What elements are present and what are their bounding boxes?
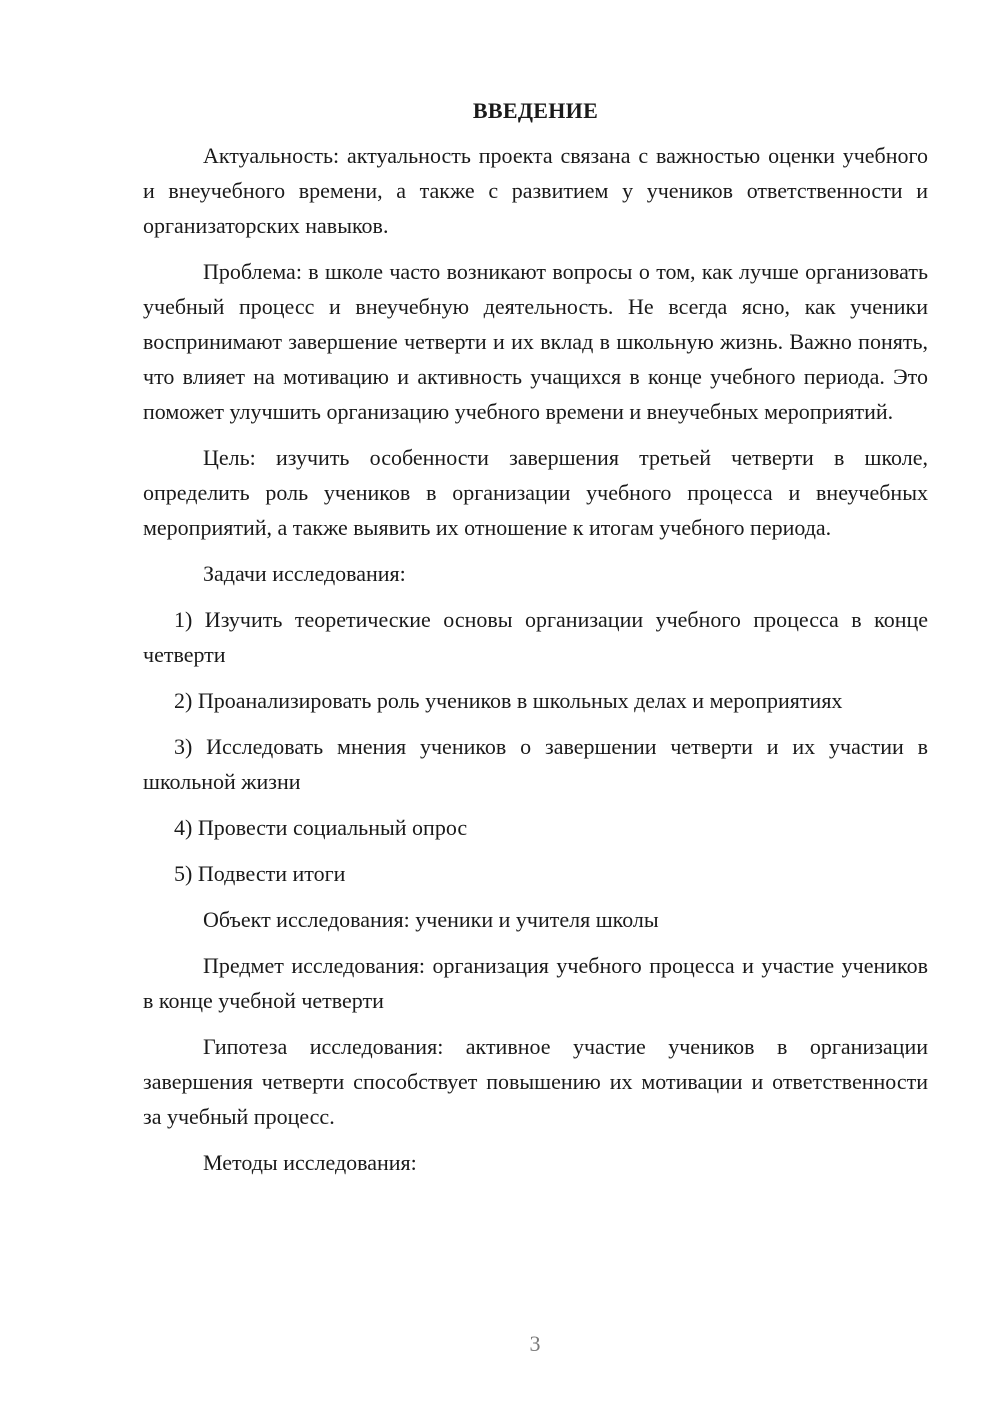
paragraph-goal: Цель: изучить особенности завершения третьей четверти в школе, определить роль учеников в организации учебного процесса и внеучебных мероприятий, а также выявить их отношение к итогам учебного периода. xyxy=(143,445,928,540)
page-content xyxy=(143,96,928,1191)
paragraph-object: Объект исследования: ученики и учителя школы xyxy=(203,907,659,932)
page-number: 3 xyxy=(529,1331,541,1356)
paragraph-relevance: Актуальность: актуальность проекта связана с важностью оценки учебного и внеучебного времени, а также с развитием у учеников ответственности и организаторских навыков. xyxy=(143,143,928,238)
task-item-2: 2) Проанализировать роль учеников в школьных делах и мероприятиях xyxy=(174,688,843,713)
paragraph-problem: Проблема: в школе часто возникают вопросы о том, как лучше организовать учебный процесс и внеучебную деятельность. Не всегда ясно, как ученики воспринимают завершение четверти и их вклад в школьную жизнь. Важно понять, что влияет на мотивацию и активность учащихся в конце учебного периода. Это поможет улучшить организацию учебного времени и внеучебных мероприятий. xyxy=(143,259,928,424)
task-item-4: 4) Провести социальный опрос xyxy=(174,815,468,840)
task-item-3: 3) Исследовать мнения учеников о завершении четверти и их участии в школьной жизни xyxy=(143,734,928,794)
paragraph-hypothesis: Гипотеза исследования: активное участие учеников в организации завершения четверти способствует повышению их мотивации и ответственности за учебный процесс. xyxy=(143,1034,928,1129)
tasks-heading: Задачи исследования: xyxy=(203,561,406,586)
task-item-5: 5) Подвести итоги xyxy=(174,861,346,886)
section-title: ВВЕДЕНИЕ xyxy=(472,98,599,123)
paragraph-subject: Предмет исследования: организация учебного процесса и участие учеников в конце учебной четверти xyxy=(143,953,928,1013)
methods-heading: Методы исследования: xyxy=(203,1150,417,1175)
task-item-1: 1) Изучить теоретические основы организации учебного процесса в конце четверти xyxy=(143,607,928,667)
